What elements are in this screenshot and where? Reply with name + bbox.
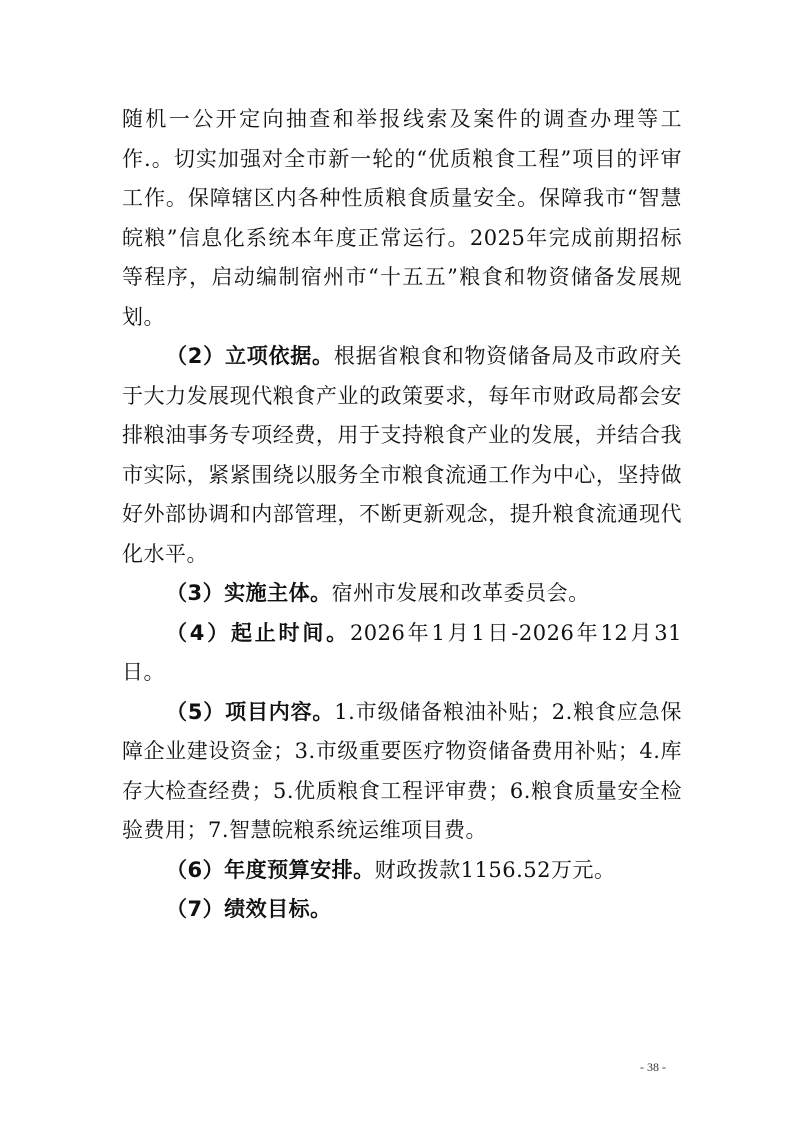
paragraph-basis xyxy=(122,337,682,574)
paragraph-heading: （2）立项依据。 xyxy=(166,344,334,368)
paragraph-implementer xyxy=(122,574,682,614)
paragraph-heading: （4）起止时间。 xyxy=(166,620,350,645)
paragraph-content xyxy=(122,693,682,851)
paragraph-period xyxy=(122,614,682,693)
paragraph-text: 随机一公开定向抽查和举报线索及案件的调查办理等工作.。切实加强对全市新一轮的“优质粮食工程”项目的评审工作。保障辖区内各种性质粮食质量安全。保障我市“智慧皖粮”信息化系统本年度正常运行。2025年完成前期招标等程序，启动编制宿州市“十五五”粮食和物资储备发展规划。 xyxy=(122,107,682,329)
paragraph-heading: （3）实施主体。 xyxy=(166,581,332,605)
paragraph-text: 根据省粮食和物资储备局及市政府关于大力发展现代粮食产业的政策要求，每年市财政局都会安排粮油事务专项经费，用于支持粮食产业的发展，并结合我市实际，紧紧围绕以服务全市粮食流通工作为中心，坚持做好外部协调和内部管理，不断更新观念，提升粮食流通现代化水平。 xyxy=(122,344,682,566)
paragraph-text: 2026年1月1日-2026年12月31日。 xyxy=(122,620,682,684)
paragraph-text: 财政拨款1156.52万元。 xyxy=(374,857,616,882)
paragraph-budget xyxy=(122,851,682,891)
document-body xyxy=(122,100,682,930)
paragraph-goals xyxy=(122,890,682,930)
paragraph-text: 宿州市发展和改革委员会。 xyxy=(331,581,590,605)
paragraph-heading: （5）项目内容。 xyxy=(166,699,335,724)
paragraph-continuation xyxy=(122,100,682,337)
paragraph-heading: （6）年度预算安排。 xyxy=(166,857,375,882)
page-number: - 38 - xyxy=(640,1060,666,1074)
paragraph-heading: （7）绩效目标。 xyxy=(166,897,332,921)
paragraph-text: 1.市级储备粮油补贴；2.粮食应急保障企业建设资金；3.市级重要医疗物资储备费用补贴；4.库存大检查经费；5.优质粮食工程评审费；6.粮食质量安全检验费用；7.智慧皖粮系统运维项目费。 xyxy=(122,699,682,842)
